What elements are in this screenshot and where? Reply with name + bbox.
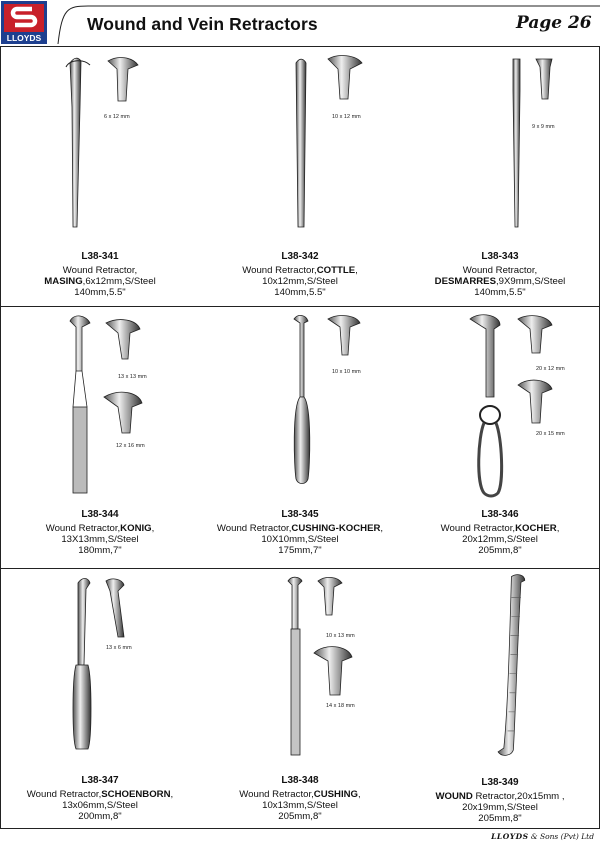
- instrument-image: [400, 47, 600, 247]
- product-code: L38-341: [81, 251, 119, 262]
- size-label: 20 x 15 mm: [536, 431, 565, 437]
- product-size: 10x12mm,S/Steel: [262, 276, 338, 287]
- page-title: Wound and Vein Retractors: [87, 14, 318, 34]
- svg-text:LLOYDS: LLOYDS: [6, 33, 42, 43]
- product-code: L38-349: [481, 777, 519, 788]
- product-code: L38-346: [481, 509, 519, 520]
- product-length: 140mm,5.5": [74, 287, 126, 298]
- size-label: 12 x 16 mm: [116, 443, 145, 449]
- product-size: 20x12mm,S/Steel: [462, 534, 538, 545]
- instrument-image: [200, 569, 400, 769]
- product-size: 20x19mm,S/Steel: [462, 802, 538, 813]
- product-type: Retractor,20x15mm ,: [472, 791, 565, 802]
- product-type: Wound Retractor,: [62, 265, 138, 276]
- product-type: Wound Retractor,: [440, 523, 516, 534]
- product-length: 205mm,8": [278, 811, 322, 822]
- product-type: Wound Retractor,: [216, 523, 292, 534]
- product-model: SCHOENBORN: [101, 789, 171, 800]
- product-cell-l38-348: 10 x 13 mm 14 x 18 mm L38-348 Wound Retractor,CUSHING, 10x13mm,S/Steel 205mm,8": [200, 569, 400, 830]
- product-length: 200mm,8": [78, 811, 122, 822]
- footer-brand: LLOYDS & Sons (Pvt) Ltd: [491, 832, 594, 841]
- instrument-image: [200, 47, 400, 247]
- size-label: 10 x 12 mm: [332, 114, 361, 120]
- product-cell-l38-346: 20 x 12 mm 20 x 15 mm L38-346 Wound Retractor,KOCHER, 20x12mm,S/Steel 205mm,8": [400, 307, 600, 568]
- product-code: L38-344: [81, 509, 119, 520]
- product-cell-l38-349: [400, 569, 600, 830]
- product-size: ,6x12mm,S/Steel: [82, 276, 156, 287]
- product-type: Wound Retractor,: [242, 265, 317, 276]
- product-model: CUSHING: [313, 789, 359, 800]
- instrument-image: [0, 569, 200, 769]
- size-label: 10 x 13 mm: [326, 633, 355, 639]
- size-label: 10 x 10 mm: [332, 369, 361, 375]
- product-cell-l38-341: [0, 47, 200, 308]
- product-length: 140mm,5.5": [274, 287, 326, 298]
- product-cell-l38-342: 10 x 12 mm L38-342 Wound Retractor,COTTLE, 10x12mm,S/Steel 140mm,5.5": [200, 47, 400, 308]
- product-type: Wound Retractor,: [45, 523, 121, 534]
- product-type: Wound Retractor,: [26, 789, 102, 800]
- size-label: 13 x 6 mm: [106, 645, 132, 651]
- product-type: Wound Retractor,: [462, 265, 538, 276]
- product-size: 13X13mm,S/Steel: [61, 534, 139, 545]
- lloyds-logo: [1, 1, 47, 44]
- product-type: Wound Retractor,: [239, 789, 314, 800]
- product-model: WOUND: [435, 791, 473, 802]
- product-length: 205mm,8": [478, 545, 522, 556]
- product-cell-l38-344: 13 x 13 mm 12 x 16 mm L38-344 Wound Retractor,KONIG, 13X13mm,S/Steel 180mm,7": [0, 307, 200, 568]
- instrument-image: [400, 569, 600, 769]
- product-model: COTTLE: [316, 265, 356, 276]
- product-model: KOCHER: [515, 523, 557, 534]
- size-label: 13 x 13 mm: [118, 374, 147, 380]
- size-label: 9 x 9 mm: [532, 124, 555, 130]
- size-label: 14 x 18 mm: [326, 703, 355, 709]
- instrument-image: [0, 47, 200, 247]
- instrument-image: [0, 307, 200, 507]
- size-label: 6 x 12 mm: [104, 114, 130, 120]
- product-model: DESMARRES: [434, 276, 496, 287]
- page-number: Page 26: [516, 13, 592, 33]
- product-length: 175mm,7": [278, 545, 322, 556]
- product-size: 13x06mm,S/Steel: [62, 800, 138, 811]
- product-code: L38-342: [281, 251, 319, 262]
- product-cell-l38-347: 13 x 6 mm L38-347 Wound Retractor,SCHOENBORN, 13x06mm,S/Steel 200mm,8": [0, 569, 200, 830]
- product-size: 10x13mm,S/Steel: [262, 800, 338, 811]
- product-cell-l38-343: [400, 47, 600, 308]
- product-length: 180mm,7": [78, 545, 122, 556]
- instrument-image: [400, 307, 600, 507]
- product-cell-l38-345: 10 x 10 mm L38-345 Wound Retractor,CUSHING-KOCHER, 10X10mm,S/Steel 175mm,7": [200, 307, 400, 568]
- product-code: L38-343: [481, 251, 519, 262]
- product-length: 140mm,5.5": [474, 287, 526, 298]
- product-size: ,9X9mm,S/Steel: [495, 276, 566, 287]
- product-code: L38-347: [81, 775, 119, 786]
- product-length: 205mm,8": [478, 813, 522, 824]
- product-model: CUSHING-KOCHER: [291, 523, 381, 534]
- product-model: KONIG: [120, 523, 152, 534]
- product-size: 10X10mm,S/Steel: [261, 534, 339, 545]
- product-code: L38-348: [281, 775, 319, 786]
- instrument-image: [200, 307, 400, 507]
- product-model: MASING: [44, 276, 83, 287]
- size-label: 20 x 12 mm: [536, 366, 565, 372]
- product-code: L38-345: [281, 509, 319, 520]
